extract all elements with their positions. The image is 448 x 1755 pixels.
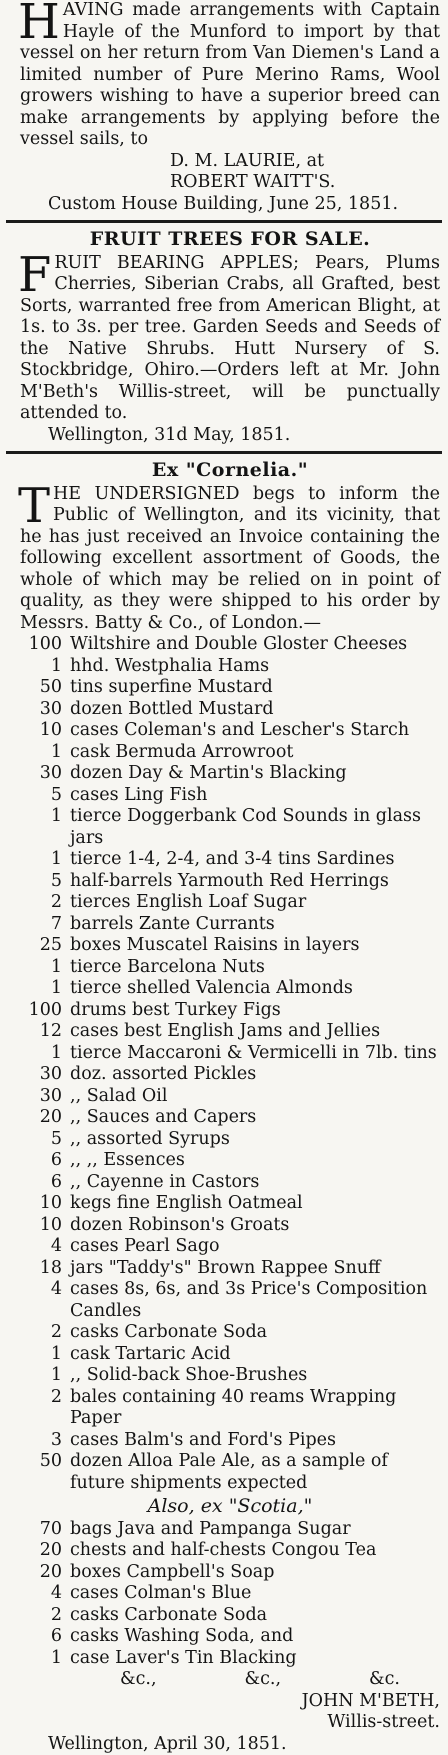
merino-ad-signature-place: ROBERT WAITT'S. (20, 172, 440, 194)
item-quantity: 30 (20, 699, 70, 721)
column-rule (6, 451, 442, 454)
list-item (20, 1605, 440, 1627)
list-item (20, 1365, 440, 1387)
item-quantity: 6 (20, 1150, 70, 1172)
list-item (20, 1519, 440, 1541)
list-item (20, 1107, 440, 1129)
item-description: cases best English Jams and Jellies (70, 1021, 440, 1043)
item-quantity: 12 (20, 1021, 70, 1043)
list-item (20, 1258, 440, 1280)
item-quantity: 6 (20, 1626, 70, 1648)
item-description: tins superfine Mustard (70, 677, 440, 699)
item-description: kegs fine English Oatmeal (70, 1193, 440, 1215)
item-description: tierces English Loaf Sugar (70, 892, 440, 914)
fruit-ad-body (20, 253, 440, 425)
item-description: barrels Zante Currants (70, 914, 440, 936)
item-description: half-barrels Yarmouth Red Herrings (70, 871, 440, 893)
list-item (20, 892, 440, 914)
list-item (20, 1172, 440, 1194)
merino-ad-signature-name: D. M. LAURIE, at (20, 151, 440, 173)
item-description: bags Java and Pampanga Sugar (70, 1519, 440, 1541)
list-item (20, 1279, 440, 1322)
cornelia-ad-text: HE UNDERSIGNED begs to inform the Public of Wellington, and its vicinity, that he has just received an Invoice containing the following excellent assortment of Goods, the whole of which may be relied on in point of quality, as they were shipped to his order by Messrs. Batty & Co., of London.— (20, 484, 440, 633)
item-quantity: 5 (20, 785, 70, 807)
item-description: ,, Salad Oil (70, 1086, 440, 1108)
item-description: cases Balm's and Ford's Pipes (70, 1430, 440, 1452)
list-item (20, 935, 440, 957)
cornelia-ad-heading: Ex "Cornelia." (20, 460, 440, 482)
fruit-trees-advertisement (0, 229, 448, 446)
cornelia-ad-signature-name: JOHN M'BETH, (20, 1691, 440, 1713)
item-description: ,, assorted Syrups (70, 1129, 440, 1151)
item-quantity: 1 (20, 1344, 70, 1366)
list-item (20, 1387, 440, 1430)
list-item (20, 871, 440, 893)
item-description: jars "Taddy's" Brown Rappee Snuff (70, 1258, 440, 1280)
item-quantity: 20 (20, 1562, 70, 1584)
item-quantity: 100 (20, 1000, 70, 1022)
list-item (20, 914, 440, 936)
item-description: cases Ling Fish (70, 785, 440, 807)
item-quantity: 2 (20, 1322, 70, 1344)
item-description: boxes Campbell's Soap (70, 1562, 440, 1584)
item-description: boxes Muscatel Raisins in layers (70, 935, 440, 957)
merino-rams-advertisement (0, 0, 448, 215)
item-description: cask Bermuda Arrowroot (70, 742, 440, 764)
list-item (20, 1451, 440, 1494)
item-quantity: 2 (20, 892, 70, 914)
cornelia-ad-body (20, 484, 440, 635)
merino-ad-dateline: Custom House Building, June 25, 1851. (20, 194, 440, 216)
item-quantity: 10 (20, 1215, 70, 1237)
item-description: doz. assorted Pickles (70, 1064, 440, 1086)
item-quantity: 18 (20, 1258, 70, 1280)
item-quantity: 1 (20, 957, 70, 979)
item-description: dozen Day & Martin's Blacking (70, 763, 440, 785)
item-description: casks Carbonate Soda (70, 1322, 440, 1344)
item-description: Wiltshire and Double Gloster Cheeses (70, 634, 440, 656)
list-item (20, 1322, 440, 1344)
item-description: cases Coleman's and Lescher's Starch (70, 720, 440, 742)
item-quantity: 20 (20, 1540, 70, 1562)
cornelia-goods-list (20, 634, 440, 1494)
item-description: cases Colman's Blue (70, 1583, 440, 1605)
item-quantity: 10 (20, 720, 70, 742)
list-item (20, 1000, 440, 1022)
item-description: bales containing 40 reams Wrapping Paper (70, 1387, 440, 1430)
item-description: ,, ,, Essences (70, 1150, 440, 1172)
item-quantity: 1 (20, 1365, 70, 1387)
item-description: dozen Alloa Pale Ale, as a sample of future shipments expected (70, 1451, 440, 1494)
merino-ad-text: AVING made arrangements with Captain Hayle of the Munford to import by that vessel on her return from Van Diemen's Land a limited number of Pure Merino Rams, Wool growers wishing to have a superior breed can make arrangements by applying before the vessel sails, to (20, 0, 440, 149)
item-quantity: 6 (20, 1172, 70, 1194)
item-description: tierce 1-4, 2-4, and 3-4 tins Sardines (70, 849, 440, 871)
list-item (20, 1583, 440, 1605)
item-description: ,, Solid-back Shoe-Brushes (70, 1365, 440, 1387)
list-item (20, 1043, 440, 1065)
list-item (20, 978, 440, 1000)
list-item (20, 763, 440, 785)
item-quantity: 50 (20, 677, 70, 699)
item-quantity: 100 (20, 634, 70, 656)
cornelia-ad-dropcap: T (18, 486, 50, 526)
item-description: casks Washing Soda, and (70, 1626, 440, 1648)
item-description: tierce shelled Valencia Almonds (70, 978, 440, 1000)
list-item (20, 1150, 440, 1172)
list-item (20, 742, 440, 764)
item-description: tierce Barcelona Nuts (70, 957, 440, 979)
item-quantity: 70 (20, 1519, 70, 1541)
list-item (20, 1648, 440, 1670)
item-description: tierce Maccaroni & Vermicelli in 7lb. tins (70, 1043, 440, 1065)
item-quantity: 4 (20, 1583, 70, 1605)
column-rule (6, 220, 442, 223)
list-item (20, 1086, 440, 1108)
list-item (20, 806, 440, 849)
cornelia-ad-dateline: Wellington, April 30, 1851. (20, 1734, 440, 1755)
item-description: chests and half-chests Congou Tea (70, 1540, 440, 1562)
etc-1: &c., (120, 1669, 157, 1691)
item-quantity: 2 (20, 1387, 70, 1409)
merino-ad-body (20, 0, 440, 151)
item-description: dozen Bottled Mustard (70, 699, 440, 721)
item-description: drums best Turkey Figs (70, 1000, 440, 1022)
list-item (20, 1215, 440, 1237)
cornelia-advertisement (0, 460, 448, 1755)
item-quantity: 5 (20, 871, 70, 893)
list-item (20, 849, 440, 871)
item-description: ,, Cayenne in Castors (70, 1172, 440, 1194)
item-quantity: 5 (20, 1129, 70, 1151)
item-quantity: 1 (20, 742, 70, 764)
fruit-ad-dateline: Wellington, 31d May, 1851. (20, 425, 440, 447)
item-quantity: 4 (20, 1279, 70, 1301)
item-quantity: 25 (20, 935, 70, 957)
list-item (20, 1562, 440, 1584)
list-item (20, 720, 440, 742)
item-description: ,, Sauces and Capers (70, 1107, 440, 1129)
item-description: dozen Robinson's Groats (70, 1215, 440, 1237)
list-item (20, 634, 440, 656)
item-quantity: 4 (20, 1236, 70, 1258)
item-quantity: 10 (20, 1193, 70, 1215)
list-item (20, 1129, 440, 1151)
item-quantity: 1 (20, 806, 70, 828)
item-quantity: 1 (20, 656, 70, 678)
list-item (20, 1430, 440, 1452)
item-quantity: 30 (20, 1086, 70, 1108)
fruit-ad-text: RUIT BEARING APPLES; Pears, Plums Cherries, Siberian Crabs, all Grafted, best Sorts, warranted free from American Blight, at 1s. to 3s. per tree. Garden Seeds and Seeds of the Native Shrubs. Hutt Nursery of S. Stockbridge, Ohiro.—Orders left at Mr. John M'Beth's Willis-street, will be punctually attended to. (20, 253, 440, 424)
item-quantity: 20 (20, 1107, 70, 1129)
list-item (20, 1064, 440, 1086)
item-quantity: 1 (20, 1043, 70, 1065)
list-item (20, 957, 440, 979)
etc-2: &c., (245, 1669, 282, 1691)
etcetera-line (20, 1669, 440, 1691)
list-item (20, 1021, 440, 1043)
item-quantity: 7 (20, 914, 70, 936)
list-item (20, 785, 440, 807)
scotia-heading: Also, ex "Scotia," (20, 1496, 440, 1518)
item-description: case Laver's Tin Blacking (70, 1648, 440, 1670)
merino-ad-dropcap: H (18, 2, 60, 42)
item-description: tierce Doggerbank Cod Sounds in glass jars (70, 806, 440, 849)
scotia-goods-list (20, 1519, 440, 1670)
item-quantity: 30 (20, 1064, 70, 1086)
fruit-ad-heading: FRUIT TREES FOR SALE. (20, 229, 440, 251)
list-item (20, 677, 440, 699)
item-quantity: 3 (20, 1430, 70, 1452)
cornelia-ad-signature-place: Willis-street. (20, 1712, 440, 1734)
item-description: hhd. Westphalia Hams (70, 656, 440, 678)
item-description: casks Carbonate Soda (70, 1605, 440, 1627)
item-quantity: 1 (20, 849, 70, 871)
item-description: cases Pearl Sago (70, 1236, 440, 1258)
list-item (20, 1193, 440, 1215)
list-item (20, 1540, 440, 1562)
item-description: cask Tartaric Acid (70, 1344, 440, 1366)
item-quantity: 30 (20, 763, 70, 785)
fruit-ad-dropcap: F (18, 255, 51, 295)
item-quantity: 1 (20, 1648, 70, 1670)
item-quantity: 50 (20, 1451, 70, 1473)
etc-3: &c. (369, 1669, 400, 1691)
item-description: cases 8s, 6s, and 3s Price's Composition Candles (70, 1279, 440, 1322)
list-item (20, 1626, 440, 1648)
list-item (20, 656, 440, 678)
list-item (20, 699, 440, 721)
item-quantity: 1 (20, 978, 70, 1000)
list-item (20, 1344, 440, 1366)
list-item (20, 1236, 440, 1258)
item-quantity: 2 (20, 1605, 70, 1627)
